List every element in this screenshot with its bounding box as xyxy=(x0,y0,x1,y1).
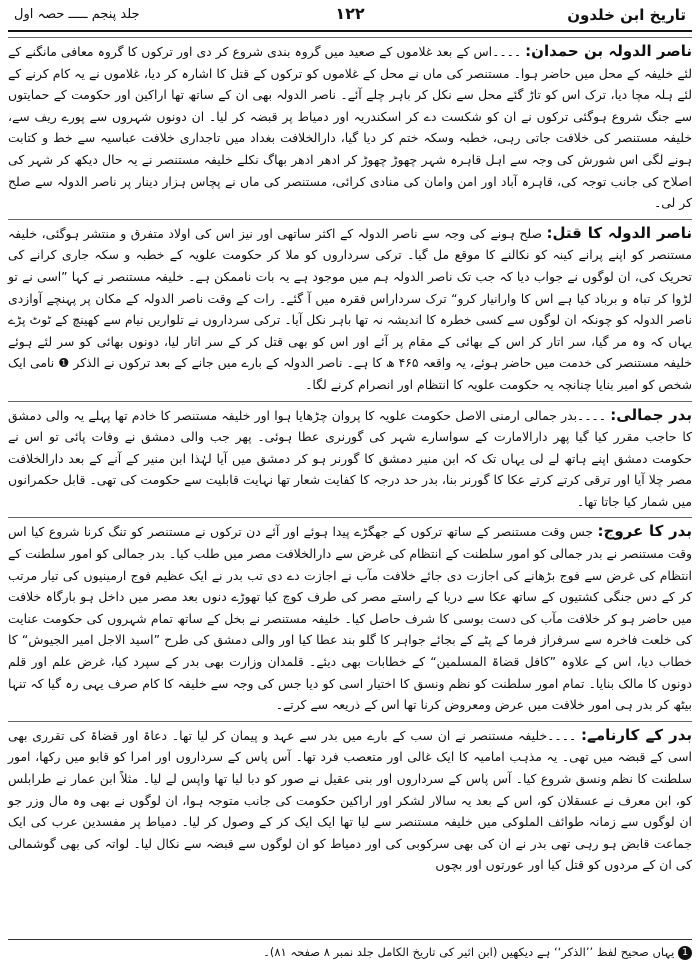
section-badr-achievements xyxy=(8,721,692,876)
section-badr-rise xyxy=(8,517,692,715)
paragraph-text: ۔۔۔۔بدر جمالی ارمنی الاصل حکومت علویہ کا پروان چڑھایا ہوا اور خلیفہ مستنصر کا خادم تھا پہلے یہ والی دمشق کا حاجب مقرر کیا گیا پھر دارالامارت کے سواسارے شہر کی گورنری عطا ہوئی۔ پھر جب والی دمشق نے وفات پائی تو اس نے حکومت دمشق اپنے ہاتھ لے لی یہاں تک کہ ابن منیر دمشق کا گورنر ہو کر دمشق میں آیا لہٰذا ابن منیر کے آنے کے بعد دارالخلافت مصر چلا آیا اور ترقی کرتے کرتے عکا کا گورنر بنا، بدر حد درجہ کا کفایت شعار تھا نہایت قابلیت سے حکومت کی تھی۔ قابل حکمرانوں میں شمار کیا جاتا تھا۔ xyxy=(8,407,692,509)
book-title: تاریخ ابن خلدون xyxy=(567,6,686,24)
volume-label: جلد پنجم ـــــ حصہ اول xyxy=(14,7,140,22)
footnote-text: یہاں صحیح لفظ ’’الذکر‘‘ ہے دیکھیں (ابن اثیر کی تاریخ الکامل جلد نمبر ۸ صفحہ ۸۱)۔ xyxy=(263,945,675,959)
page-number: ۱۲۲ xyxy=(335,4,365,23)
section-heading: بدر جمالی: xyxy=(610,405,692,424)
section-nasir-ud-daula xyxy=(8,37,692,214)
paragraph xyxy=(8,405,692,513)
paragraph xyxy=(8,521,692,715)
section-heading: بدر کا عروج: xyxy=(597,522,692,541)
section-heading: ناصر الدولہ کا قتل: xyxy=(546,223,692,242)
page-header xyxy=(8,0,692,32)
paragraph xyxy=(8,725,692,876)
paragraph-text: ۔۔۔۔اس کے بعد غلاموں کے صعید میں گروہ بندی شروع کر دی اور ترکوں کا گروہ معافی مانگنے کے لئے خلیفہ کے محل میں حاضر ہوا۔ مستنصر کی ماں نے محل کے غلاموں کو ترکوں کے قتل کا اشارہ کر دیا، غلاموں نے یہ کام کرنے کے لئے ہلہ مچا دیا، ترک اس کو تاڑ گئے محل سے نکل کر باہر چلے آئے۔ ناصر الدولہ بھی ان کے ساتھ تھا اراکین اور حکومت کے حمایتوں سے جنگ شروع ہوگئی ترکوں نے ان کو شکست دے کر اسکندریہ اور دمیاط پر قبضہ کر لیا۔ ان دونوں شہروں سے پورے ریف سے، خلیفہ مستنصر کی خلافت جاتی رہی، خطبہ وسکہ ختم کر دیا گیا، دارالخلافت بغداد میں تاجداری خلافت عباسیہ سے خط و کتابت ہونے لگی اس شورش کی وجہ سے اہل قاہرہ شہر چھوڑ چھوڑ کر ادھر ادھر بھاگ نکلے خلیفہ مستنصر نے یہ حال دیکھ کر شہر کی اصلاح کی جانب توجہ کی، قاہرہ آباد اور امن وامان کی منادی کرائی، مستنصر کی ماں نے پچاس ہزار دینار پر ناصر الدولہ سے صلح کر لی۔ xyxy=(8,44,692,211)
section-heading: ناصر الدولہ بن حمدان: xyxy=(525,42,692,60)
paragraph xyxy=(8,223,692,396)
section-badr-jamali xyxy=(8,401,692,513)
paragraph-text: صلح ہونے کی وجہ سے ناصر الدولہ کے اکثر ساتھی اور نیز اس کی اولاد متفرق و منتشر ہوگئی، خلیفہ مستنصر کو اپنے پرانے کینہ کو نکالنے کا موقع مل گیا۔ ترکی سرداروں کو ملا کر حکومت علویہ کے خطبہ و سکہ جاری کرانے کی تحریک کی، ان لوگوں نے جواب دیا کہ جب تک ناصر الدولہ ہم میں موجود ہے یہ بات ناممکن ہے۔ خلیفہ مستنصر نے کہا ”اسی نے تو لڑوا کر تباہ و برباد کیا ہے اس کا وارانیار کرو“ ترک سرداراس فقرہ میں آ گئے۔ رات کے وقت ناصر الدولہ کے مکان پر پہنچے آوازدی ناصر الدولہ کو چونکہ ان لوگوں سے کسی خطرہ کا اندیشہ نہ تھا باہر نکل آیا۔ ترکی سرداروں نے تلواریں نیام سے کھینچ کے ٹوٹ پڑے یہاں کہ وہ مر گیا، سر اتار کر اس کے بھائی کے مقام پر آئے اور اس کو بھی قتل کر کے سر اتار لیا، دونوں بھائی کو سر لئے ہوئے خلیفہ مستنصر کی خدمت میں حاضر ہوئے، یہ واقعہ ۴۶۵ ھ کا ہے۔ ناصر الدولہ کے بارے میں جانے کے بعد ترکوں نے الذکر ❶ نامی ایک شخص کو امیر بنایا چنانچہ یہ حکومت علویہ کا انتظام اور انصرام کرنے لگا۔ xyxy=(8,225,692,392)
paragraph-text: جس وقت مستنصر کے ساتھ ترکوں کے جھگڑے پیدا ہوئے اور آئے دن ترکوں نے مستنصر کو تنگ کرنا شروع کیا اس وقت مستنصر نے بدر جمالی کو امور سلطنت کے انتظام کی غرض سے دارالخلافت مصر میں طلب کیا۔ بدر جمالی کو امور سلطنت کے انتظام کی غرض سے فوج بڑھانے کی اجازت دی جائے خلافت مآب نے اجازت دے دی تب بدر نے ایک عظیم فوج ارمینیوں کی تیار مرتب کر کے دس جنگی کشتیوں کے ساتھ عکا سے دریا کے راستے مصر کی طرف کوچ کیا تھوڑے دنوں بعد مصر میں داخل ہو بارگاہ خلافت میں حاضر ہو کر خلافت مآب کی دست بوسی کا شرف حاصل کیا۔ خلیفہ مستنصر نے بخل کے ساتھ تمام شہروں کی حکومت عنایت کی خلعت فاخرہ سے سرفراز فرما کے پٹے کے بجائے جواہر کا گلو بند عطا کیا اور والی دمشق کی طرح ”اسید الاجل امیر الجیوش“ کا خطاب دیا، اس کے علاوہ ”کافل قضاۃ المسلمین“ کے خطابات بھی دیئے۔ قلمدان وزارت بھی بدر کے سپرد کیا، غرض علم اور قلم دونوں کا مالک بنایا۔ تمام امور سلطنت کو نظم ونسق کا اختیار اسی کو دیا جس کی وجہ سے خلیفہ کا کام صرف یہی رہ گیا کہ تنہا بیٹھ کر بدر ہی امور خلافت میں عرض ومعروض کرنا تھا اس کے ذریعہ سے کرتے۔ xyxy=(8,524,692,713)
footnote xyxy=(8,939,692,961)
section-nasir-ud-daula-killing xyxy=(8,219,692,396)
section-heading: بدر کے کارنامے: xyxy=(581,725,692,744)
footnote-marker: 1 xyxy=(678,946,692,960)
paragraph-text: ۔۔۔۔خلیفہ مستنصر نے ان سب کے بارے میں بدر سے عہد و پیمان کر لیا تھا۔ دعاۃ اور قضاۃ کی تقرری بھی اسی کے قبضہ میں تھی۔ یہ مذہب امامیہ کا ایک غالی اور متعصب فرد تھا۔ آس پاس کے سرداروں اور امرا کو قابو میں رکھا، امور سلطنت کا نظم ونسق شروع کیا۔ آس پاس کے سرداروں اور بنی عقیل نے صور کو دبا لیا تھا واپس لے لیا۔ مثلاً ابن عمار نے طرابلس کو، ابن معرف نے عسقلان کو، اس کے بعد یہ سالار لشکر اور اراکین حکومت کی جانب متوجہ ہوا، ان لوگوں نے بھی وہ مال وزر جو ان لوگوں سے زمانہ طوائف الملوکی میں خلیفہ مستنصر سے لیا تھا ایک ایک کر کے وصول کر لیا۔ دمیاط پر مفسدین عرب کی ایک جماعت قابض ہو رہی تھی بدر نے ان کی بھی سرکوبی کی اور دمیاط کو ان لوگوں سے قبضہ سے نکال لیا۔ لواتہ کی بھی گوشمالی کی ان کے مردوں کو قتل کیا اور عورتوں اور بچوں xyxy=(8,727,692,873)
paragraph xyxy=(8,41,692,214)
